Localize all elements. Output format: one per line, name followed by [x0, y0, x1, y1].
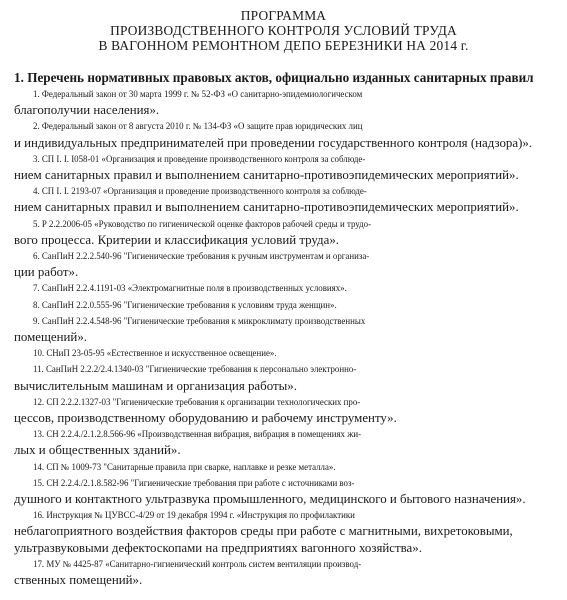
list-item-line: нием санитарных правил и выполнением санитарно-противоэпидемических мероприятий».: [14, 200, 519, 215]
list-item-line: 5. Р 2.2.2006-05 «Руководство по гигиенической оценке факторов рабочей среды и трудо-: [33, 218, 372, 229]
list-item-line: 12. СП 2.2.2.1327-03 "Гигиенические требования к организации технологических про-: [33, 396, 361, 407]
document-title: [14, 8, 553, 53]
list-item-line: неблагоприятного воздействия факторов среды при работе с магнитными, вихретоковыми,: [14, 524, 513, 539]
list-item-line: 11. СанПиН 2.2.2/2.4.1340-03 "Гигиенические требования к персонально электронно-: [33, 364, 357, 375]
title-line-program: ПРОГРАММА: [240, 8, 327, 23]
list-item: [14, 475, 553, 507]
list-item: [14, 313, 553, 345]
list-item-line: 2. Федеральный закон от 8 августа 2010 г. № 134-ФЗ «О защите прав юридических лиц: [33, 121, 363, 132]
list-item: [14, 280, 553, 296]
list-item: [14, 248, 553, 280]
list-item-line: 10. СНиП 23-05-95 «Естественное и искусственное освещение».: [33, 348, 277, 359]
list-item-line: и индивидуальных предпринимателей при проведении государственного контроля (надзора)».: [14, 135, 533, 150]
list-item: [14, 459, 553, 475]
list-item-line: 13. СН 2.2.4./2.1.2.8.566-96 «Производственная вибрация, вибрация в помещениях жи-: [33, 429, 362, 440]
list-item-line: 6. СанПиН 2.2.2.540-96 "Гигиенические требования к ручным инструментам и организа-: [33, 251, 370, 262]
list-item-line: 8. СанПиН 2.2.0.555-96 "Гигиенические требования к условиям труда женщин».: [33, 299, 337, 310]
list-item: [14, 297, 553, 313]
list-item-line: цессов, производственному оборудованию и рабочему инструменту».: [14, 411, 397, 426]
list-item-line: 4. СП I. I. 2193-07 «Организация и проведение производственного контроля за соблюде-: [33, 186, 367, 197]
list-item: [14, 86, 553, 118]
list-item-line: 15. СН 2.2.4./2.1.8.582-96 "Гигиенические требования при работе с источниками воз-: [33, 477, 355, 488]
list-item-line: 3. СП I. I. I058-01 «Организация и проведение производственного контроля за соблюде-: [33, 153, 366, 164]
list-item-line: 14. СП № 1009-73 "Санитарные правила при сварке, наплавке и резке металла».: [33, 461, 336, 472]
list-item-line: душного и контактного ультразвука промышленного, медицинского и бытового назначения».: [14, 492, 526, 507]
list-item-line: помещений».: [14, 330, 87, 345]
list-item: [14, 507, 553, 556]
list-item: [14, 394, 553, 426]
list-item: [14, 426, 553, 458]
regulations-list: [14, 86, 553, 588]
list-item: [14, 216, 553, 248]
list-item-line: лых и общественных зданий».: [14, 443, 181, 458]
list-item: [14, 151, 553, 183]
list-item-line: вого процесса. Критерии и классификация условий труда».: [14, 232, 340, 247]
list-item-line: ственных помещений».: [14, 573, 143, 588]
list-item-line: ультразвуковыми дефектоскопами на предприятиях вагонного хозяйства».: [14, 540, 422, 555]
list-item-line: 16. Инструкция № ЦУВСС-4/29 от 19 декабря 1994 г. «Инструкция по профилактики: [33, 510, 355, 521]
section-heading: 1. Перечень нормативных правовых актов, официально изданных санитарных правил: [14, 70, 534, 85]
list-item: [14, 345, 553, 361]
list-item-line: вычислительным машинам и организация работы».: [14, 378, 297, 393]
list-item-line: нием санитарных правил и выполнением санитарно-противоэпидемических мероприятий».: [14, 168, 519, 183]
list-item-line: 9. СанПиН 2.2.4.548-96 "Гигиенические требования к микроклимату производственных: [33, 315, 366, 326]
title-line-location: В ВАГОННОМ РЕМОНТНОМ ДЕПО БЕРЕЗНИКИ НА 2014 г.: [98, 38, 469, 53]
list-item: [14, 118, 553, 150]
list-item-line: 17. МУ № 4425-87 «Санитарно-гигиенический контроль систем вентиляции производ-: [33, 558, 362, 569]
list-item-line: благополучии населения».: [14, 103, 160, 118]
title-line-subject: ПРОИЗВОДСТВЕННОГО КОНТРОЛЯ УСЛОВИЙ ТРУДА: [110, 23, 457, 38]
list-item-line: 7. СанПиН 2.2.4.1191-03 «Электромагнитные поля в производственных условиях».: [33, 283, 347, 294]
list-item: [14, 556, 553, 588]
list-item: [14, 361, 553, 393]
list-item-line: 1. Федеральный закон от 30 марта 1999 г. № 52-ФЗ «О санитарно-эпидемиологическом: [33, 89, 363, 99]
list-item-line: ции работ».: [14, 265, 79, 280]
list-item: [14, 183, 553, 215]
